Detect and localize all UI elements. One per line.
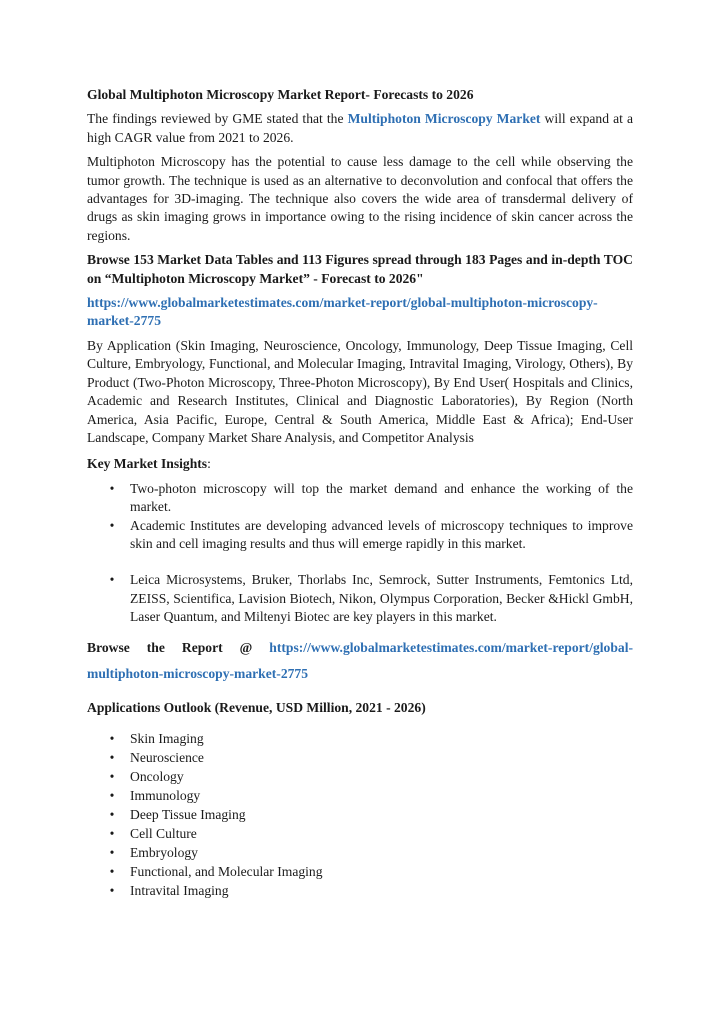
intro-paragraph bbox=[87, 110, 633, 147]
bullet-icon: • bbox=[109, 844, 115, 860]
browse-url-paragraph bbox=[87, 294, 633, 331]
list-item bbox=[87, 767, 633, 786]
list-item bbox=[87, 881, 633, 900]
bullet-icon: • bbox=[109, 730, 115, 746]
list-item-text: Functional, and Molecular Imaging bbox=[130, 863, 323, 879]
list-item bbox=[87, 571, 633, 626]
list-item bbox=[87, 729, 633, 748]
segments-paragraph: By Application (Skin Imaging, Neuroscience, Oncology, Immunology, Deep Tissue Imaging, Cell Culture, Embryology, Functional, and Molecular Imaging, Intravital Imaging, Virology, Others), By Product (Two-Photon Microscopy, Three-Photon Microscopy), By End User( Hospitals and Clinics, Academic and Research Institutes, Clinical and Diagnostic Laboratories), By Region (North America, Asia Pacific, Europe, Central & South America, Middle East & Africa); End-User Landscape, Company Market Share Analysis, and Competitor Analysis bbox=[87, 337, 633, 445]
list-item-text: Immunology bbox=[130, 787, 201, 803]
list-item bbox=[87, 843, 633, 862]
browse-heading: Browse 153 Market Data Tables and 113 Figures spread through 183 Pages and in-depth TOC on “Multiphoton Microscopy Market” - Forecast to 2026" bbox=[87, 252, 633, 286]
applications-list bbox=[87, 729, 633, 900]
list-item-text: Intravital Imaging bbox=[130, 882, 229, 898]
market-link[interactable]: Multiphoton Microscopy Market bbox=[347, 111, 541, 127]
bullet-icon: • bbox=[109, 768, 115, 784]
list-item-text: Deep Tissue Imaging bbox=[130, 806, 246, 822]
bullet-icon: • bbox=[109, 863, 115, 879]
list-item bbox=[87, 480, 633, 517]
document-body bbox=[87, 86, 633, 900]
bullet-icon: • bbox=[109, 787, 115, 803]
bullet-icon: • bbox=[109, 882, 115, 898]
list-item-text: Academic Institutes are developing advanced levels of microscopy techniques to improve skin and cell imaging results and thus will emerge rapidly in this market. bbox=[130, 517, 633, 551]
key-insights-colon: : bbox=[207, 456, 211, 472]
list-item-text: Two-photon microscopy will top the market demand and enhance the working of the market. bbox=[130, 480, 633, 515]
intro-text-after: will expand at a high CAGR value from 2021 to 2026. bbox=[87, 111, 633, 145]
browse-report-label: Browse the Report @ bbox=[87, 639, 270, 655]
description-paragraph: Multiphoton Microscopy has the potential to cause less damage to the cell while observing the tumor growth. The technique is used as an alternative to deconvolution and confocal that offers the advantages for 3D-imaging. The technique also covers the wide area of transdermal delivery of drugs as skin imaging grows in importance owing to the rising incidence of skin cancer across the regions. bbox=[87, 154, 633, 243]
list-item-text: Embryology bbox=[130, 844, 198, 860]
browse-report-link[interactable]: https://www.globalmarketestimates.com/market-report/global-multiphoton-microscopy-market-2775 bbox=[87, 639, 633, 681]
list-item-text: Skin Imaging bbox=[130, 730, 204, 746]
key-insights-heading bbox=[87, 455, 633, 473]
list-item-text: Neuroscience bbox=[130, 749, 204, 765]
list-item-text: Leica Microsystems, Bruker, Thorlabs Inc, Semrock, Sutter Instruments, Femtonics Ltd, ZEISS, Scientifica, Lavision Biotech, Nikon, Olympus Corporation, Becker &Hickl GmbH, Laser Quantum, and Miltenyi Biotec are key players in this market. bbox=[130, 572, 633, 625]
list-item bbox=[87, 862, 633, 881]
list-item bbox=[87, 748, 633, 767]
list-item bbox=[87, 805, 633, 824]
bullet-icon: • bbox=[109, 572, 115, 588]
browse-url-link[interactable]: https://www.globalmarketestimates.com/market-report/global-multiphoton-microscopy-market-2775 bbox=[87, 295, 598, 329]
page-title: Global Multiphoton Microscopy Market Report- Forecasts to 2026 bbox=[87, 87, 474, 102]
bullet-icon: • bbox=[109, 806, 115, 822]
key-insights-list bbox=[87, 480, 633, 627]
list-item bbox=[87, 786, 633, 805]
list-item bbox=[87, 824, 633, 843]
list-item bbox=[87, 517, 633, 554]
applications-heading: Applications Outlook (Revenue, USD Million, 2021 - 2026) bbox=[87, 699, 426, 715]
bullet-icon: • bbox=[109, 749, 115, 765]
bullet-icon: • bbox=[109, 825, 115, 841]
bullet-icon: • bbox=[109, 517, 115, 533]
intro-text-before: The findings reviewed by GME stated that the bbox=[87, 111, 348, 127]
key-insights-title: Key Market Insights bbox=[87, 456, 208, 472]
list-item-text: Oncology bbox=[130, 768, 184, 784]
bullet-icon: • bbox=[109, 480, 115, 496]
list-item-text: Cell Culture bbox=[130, 825, 197, 841]
browse-report-paragraph bbox=[87, 635, 633, 687]
